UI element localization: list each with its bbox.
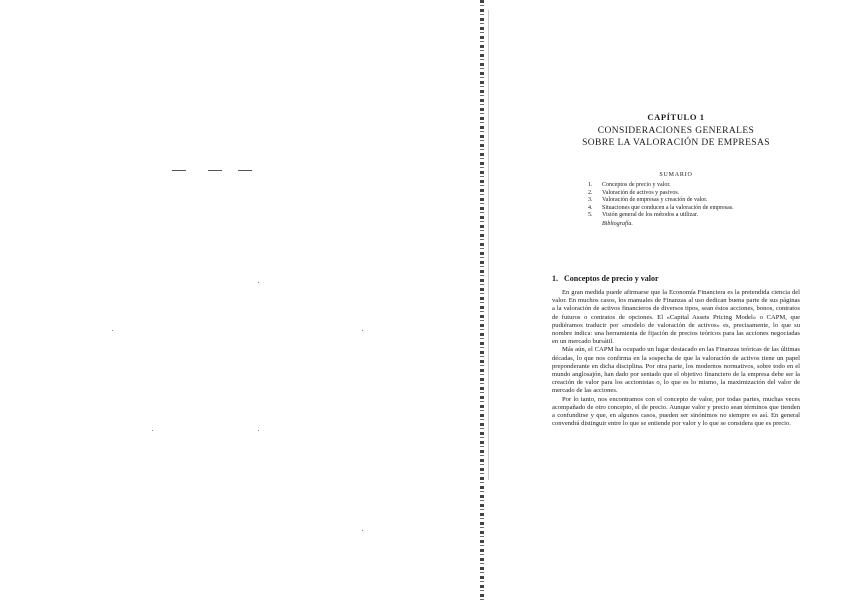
- scan-speck: [152, 430, 153, 431]
- section-number: 1.: [552, 274, 558, 283]
- scan-speck: [362, 530, 363, 531]
- chapter-label: CAPÍTULO 1: [647, 112, 705, 122]
- summary-item: 3. Valoración de empresas y creación de valor.: [588, 197, 708, 204]
- chapter-title: [552, 125, 800, 149]
- section-heading: [552, 274, 659, 283]
- scan-speck: [362, 330, 363, 331]
- summary-bibliography: Bibliografía.: [602, 221, 633, 227]
- body-text: [552, 289, 800, 428]
- scan-speck: [258, 430, 259, 431]
- book-gutter-shadow: [488, 10, 489, 480]
- summary-item: 1. Conceptos de precio y valor.: [588, 182, 671, 188]
- scan-speck: [258, 282, 259, 283]
- scan-artifact-dash: [208, 170, 222, 171]
- body-paragraph: Por lo tanto, nos encontramos con el concepto de valor, por todas partes, muchas veces acompañado de otro concepto, el de precio. Aunque valor y precio sean términos que tienden a confundirse y que, en algunos casos, pueden ser sinónimos no siempre es así. En general convendrá distinguir entre lo que se entiende por valor y lo que se considera que es precio.: [552, 395, 800, 428]
- chapter-title-line-1: CONSIDERACIONES GENERALES: [597, 126, 755, 136]
- summary-list: [588, 182, 788, 220]
- section-title: Conceptos de precio y valor: [564, 274, 659, 283]
- scan-speck: [112, 330, 113, 331]
- summary-item: 2. Valoración de activos y pasivos.: [588, 189, 680, 196]
- body-paragraph: Más aún, el CAPM ha ocupado un lugar destacado en las Finanzas teóricas de las últimas décadas, lo que nos confirma en la sospecha de que la valoración de activos tiene un papel preponderante en dicha disciplina. Por otra parte, los modernos normativos, sobre todo en el mundo anglosajón, han dado por sentado que el objetivo financiero de la empresa debe ser la creación de valor para los accionistas o, lo que es lo mismo, la maximización del valor de mercado de las acciones.: [552, 346, 800, 395]
- summary-label: SUMARIO: [659, 172, 693, 178]
- book-gutter: [480, 0, 484, 600]
- chapter-title-line-2: SOBRE LA VALORACIÓN DE EMPRESAS: [582, 138, 770, 148]
- scan-artifact-dash: [238, 170, 252, 171]
- summary-item: 4. Situaciones que conducen a la valoración de empresas.: [588, 204, 734, 211]
- body-paragraph: En gran medida puede afirmarse que la Economía Financiera es la pretendida ciencia del valor. En muchos casos, los manuales de Finanzas al uso dedican buena parte de sus páginas a la valoración de activos financieros de diversos tipos, sean éstos acciones, bonos, contratos de futuros o contratos de opciones. El «Capital Assets Pricing Model» o CAPM, que pudiéramos traducir por «modelo de valoración de activos» es, precisamente, lo que su nombre indica: una herramienta de fijación de precios teóricos para las acciones negociadas en un mercado bursátil.: [552, 289, 800, 346]
- right-page: [552, 0, 812, 600]
- summary-item: 5. Visión general de los métodos a utilizar.: [588, 212, 699, 219]
- scan-artifact-dash: [172, 170, 186, 171]
